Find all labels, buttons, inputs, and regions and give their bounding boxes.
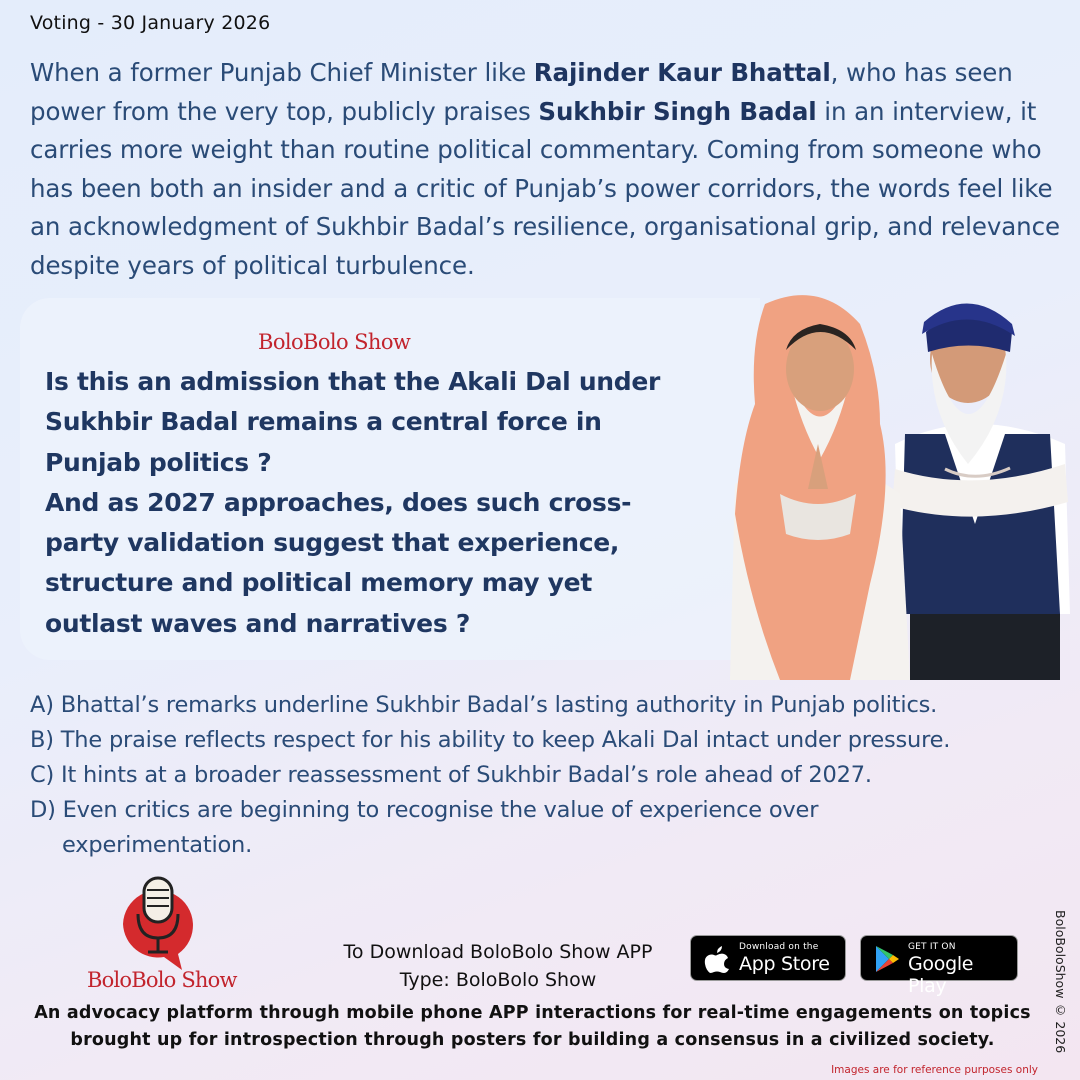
footer-line-1: An advocacy platform through mobile phone APP interactions for real-time engagements on topics bbox=[34, 1003, 1031, 1023]
option-b[interactable]: B) The praise reflects respect for his ability to keep Akali Dal intact under pressure. bbox=[30, 727, 951, 753]
question-line: outlast waves and narratives ? bbox=[45, 608, 471, 638]
question-line: Sukhbir Badal remains a central force in bbox=[45, 407, 602, 437]
question-text bbox=[45, 362, 685, 644]
intro-text-1: When a former Punjab Chief Minister like bbox=[30, 58, 534, 87]
option-c[interactable]: C) It hints at a broader reassessment of Sukhbir Badal’s role ahead of 2027. bbox=[30, 762, 872, 788]
intro-name-badal: Sukhbir Singh Badal bbox=[538, 96, 817, 126]
google-play-label: Google Play bbox=[908, 953, 974, 997]
intro-name-bhattal: Rajinder Kaur Bhattal bbox=[533, 58, 831, 87]
question-line: And as 2027 approaches, does such cross- bbox=[45, 487, 632, 517]
intro-text-3: in an interview, it carries more weight than routine political commentary. Coming from someone who has been both an insider and a critic of Punjab’s power corridors, the words feel like an acknowledgment of Sukhbir Badal’s resilience, organisational grip, and relevance despite years of political turbulence. bbox=[30, 96, 1060, 280]
intro-text-2: , who has seen power from the very top, publicly praises bbox=[30, 58, 1013, 126]
answer-options bbox=[30, 688, 1070, 863]
app-store-small-label: Download on the bbox=[739, 942, 819, 952]
card-brand-label: BoloBolo Show bbox=[258, 330, 411, 354]
footer-line-2: brought up for introspection through posters for building a consensus in a civilized society. bbox=[70, 1030, 995, 1050]
image-disclaimer: Images are for reference purposes only bbox=[831, 1064, 1038, 1076]
download-line-1: To Download BoloBolo Show APP bbox=[343, 941, 653, 963]
download-instructions bbox=[330, 938, 666, 994]
option-d-continued[interactable]: experimentation. bbox=[62, 832, 253, 858]
app-store-button[interactable] bbox=[690, 935, 846, 981]
question-line: Is this an admission that the Akali Dal under bbox=[45, 367, 661, 396]
question-line: Punjab politics ? bbox=[45, 447, 272, 477]
google-play-button[interactable] bbox=[860, 935, 1018, 997]
intro-paragraph bbox=[30, 54, 1070, 286]
option-a[interactable]: A) Bhattal’s remarks underline Sukhbir Badal’s lasting authority in Punjab politics. bbox=[30, 692, 938, 718]
google-play-small-label: GET IT ON bbox=[908, 942, 956, 952]
app-store-label: App Store bbox=[739, 953, 830, 975]
footer-tagline bbox=[20, 1000, 1045, 1054]
woman-figure bbox=[730, 295, 910, 680]
man-figure bbox=[892, 303, 1070, 680]
apple-icon bbox=[703, 944, 731, 974]
question-line: structure and political memory may yet bbox=[45, 568, 592, 598]
side-copyright: BoloBoloShow © 2026 bbox=[1053, 910, 1068, 1054]
google-play-icon bbox=[873, 945, 901, 973]
politicians-photo bbox=[710, 284, 1080, 680]
download-line-2: Type: BoloBolo Show bbox=[399, 969, 597, 991]
option-d[interactable]: D) Even critics are beginning to recognise the value of experience over bbox=[30, 797, 819, 823]
microphone-icon bbox=[118, 872, 198, 972]
brand-logo-text: BoloBolo Show bbox=[87, 968, 237, 992]
post-date: Voting - 30 January 2026 bbox=[30, 12, 271, 34]
question-line: party validation suggest that experience, bbox=[45, 528, 620, 558]
